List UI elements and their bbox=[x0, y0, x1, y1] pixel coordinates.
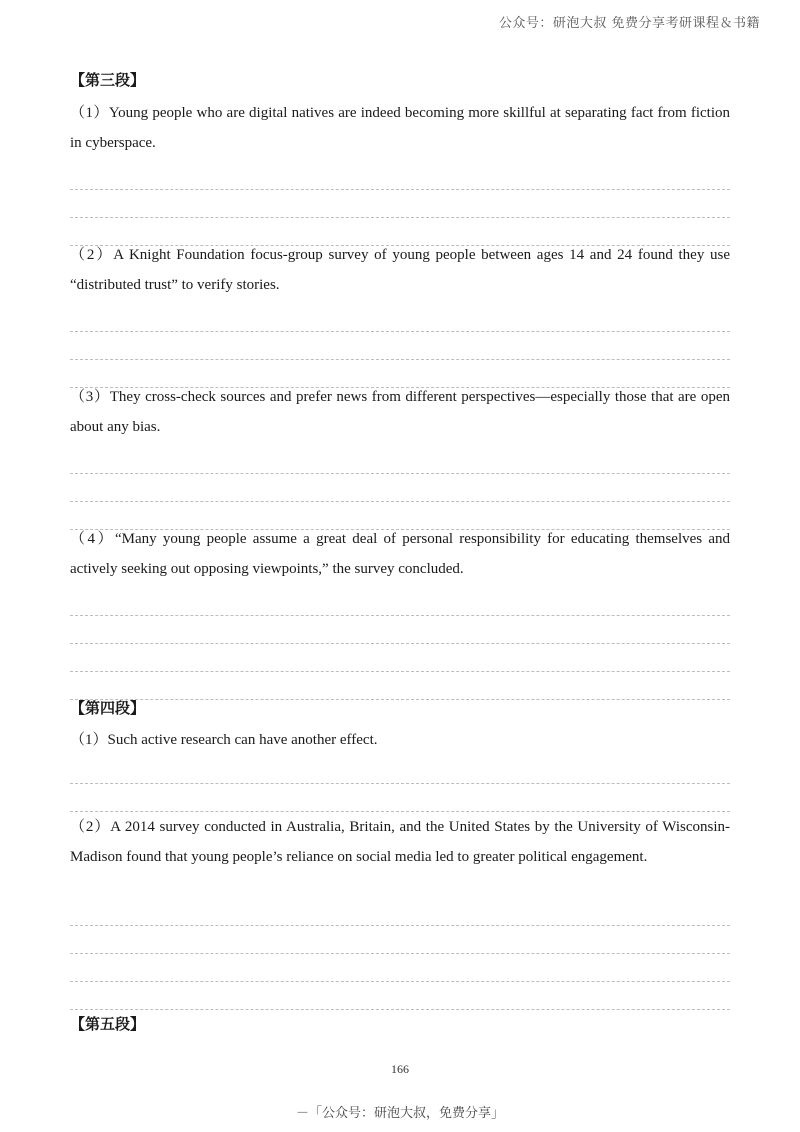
section-4 bbox=[70, 694, 730, 722]
answer-lines bbox=[70, 162, 730, 246]
answer-line[interactable] bbox=[70, 784, 730, 812]
answer-line[interactable] bbox=[70, 474, 730, 502]
answer-lines bbox=[70, 898, 730, 1010]
section-heading: 【第五段】 bbox=[70, 1015, 146, 1033]
sentence-text: （2）A 2014 survey conducted in Australia, Britain, and the United States by the University of Wisconsin-Madison found that young people’s reliance on social media led to greater political engagement. bbox=[70, 819, 730, 865]
sentence-text: （2）A Knight Foundation focus-group survey of young people between ages 14 and 24 found they use “distributed trust” to verify stories. bbox=[70, 247, 730, 293]
answer-line[interactable] bbox=[70, 162, 730, 190]
answer-line[interactable] bbox=[70, 926, 730, 954]
sentence-block bbox=[70, 812, 730, 872]
answer-line[interactable] bbox=[70, 588, 730, 616]
sentence-text: （4）“Many young people assume a great deal of personal responsibility for educating themselves and actively seeking out opposing viewpoints,” the survey concluded. bbox=[70, 531, 730, 577]
answer-line[interactable] bbox=[70, 616, 730, 644]
answer-line[interactable] bbox=[70, 756, 730, 784]
page-number: 166 bbox=[391, 1062, 409, 1076]
answer-line[interactable] bbox=[70, 304, 730, 332]
answer-line[interactable] bbox=[70, 644, 730, 672]
section-5 bbox=[70, 1010, 730, 1038]
header-note: 公众号：研泡大叔 免费分享考研课程＆书籍 bbox=[498, 16, 760, 31]
answer-lines bbox=[70, 588, 730, 700]
section-3 bbox=[70, 66, 730, 94]
answer-line[interactable] bbox=[70, 954, 730, 982]
section-heading: 【第三段】 bbox=[70, 71, 146, 89]
sentence-block bbox=[70, 725, 730, 755]
answer-lines bbox=[70, 446, 730, 530]
sentence-block bbox=[70, 524, 730, 584]
sentence-block bbox=[70, 382, 730, 442]
answer-line[interactable] bbox=[70, 898, 730, 926]
sentence-text: （3）They cross-check sources and prefer news from different perspectives—especially those that are open about any bias. bbox=[70, 389, 730, 435]
sentence-text: （1）Young people who are digital natives are indeed becoming more skillful at separating fact from fiction in cyberspace. bbox=[70, 105, 730, 151]
section-heading: 【第四段】 bbox=[70, 699, 146, 717]
answer-lines bbox=[70, 756, 730, 812]
answer-line[interactable] bbox=[70, 190, 730, 218]
answer-lines bbox=[70, 304, 730, 388]
answer-line[interactable] bbox=[70, 982, 730, 1010]
answer-line[interactable] bbox=[70, 446, 730, 474]
sentence-block bbox=[70, 240, 730, 300]
sentence-block bbox=[70, 98, 730, 158]
sentence-text: （1）Such active research can have another effect. bbox=[70, 732, 378, 748]
answer-line[interactable] bbox=[70, 332, 730, 360]
footer-note: －「公众号：研泡大叔，免费分享」 bbox=[295, 1106, 504, 1121]
